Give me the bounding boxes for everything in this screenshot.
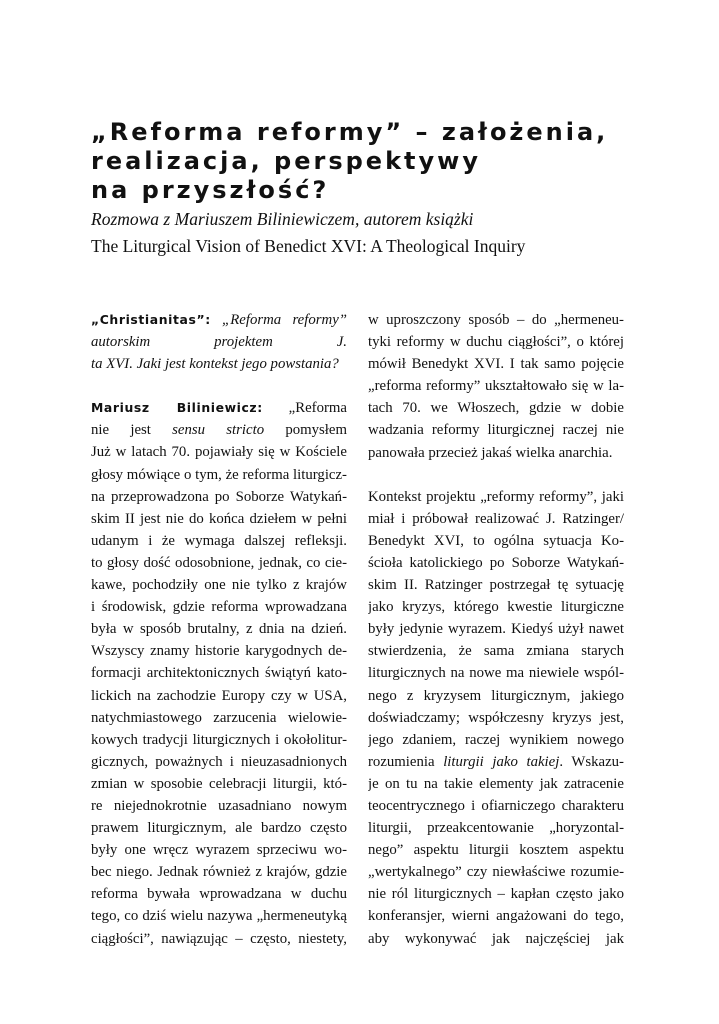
paragraph-line: jako kryzys, którego kwestie liturgiczne — [368, 599, 624, 616]
paragraph-line: panowała przecież jakaś wielka anarchia. — [368, 444, 613, 461]
answer-line: to głosy dość odosobnione, jednak, co cie- — [91, 554, 347, 571]
paragraph-line: Benedykt XVI, to ogólna sytuacja Ko- — [368, 532, 624, 549]
paragraph-line: były jedynie wyrazem. Kiedyś użył nawet — [368, 621, 624, 638]
answer-label: Mariusz Biliniewicz: — [91, 400, 263, 416]
answer-line: i środowisk, gdzie reforma wprowadzana — [91, 599, 347, 616]
right-column — [368, 309, 624, 950]
paragraph-line: nego z kryzysem liturgicznym, jakiego — [368, 687, 624, 704]
article-title-line: na przyszłość? — [91, 176, 330, 204]
question-label: „Christianitas”: — [91, 312, 211, 327]
answer-line: zmian w sposobie celebracji liturgii, któ- — [91, 775, 347, 792]
paragraph-line: ścioła katolickiego po Soborze Watykań- — [368, 554, 624, 571]
paragraph-line: tach 70. we Włoszech, gdzie w dobie — [368, 400, 624, 417]
answer-line: Wszyscy znamy historie karygodnych de- — [91, 643, 347, 660]
answer-line: głosy mówiące o tym, że reforma liturgicz- — [91, 466, 347, 483]
paragraph-line: jego zdaniem, raczej wynikiem nowego — [368, 731, 624, 748]
answer-line: re niejednokrotnie uzasadniano nowym — [91, 797, 347, 814]
paragraph-line: liturgicznych na nowe ma niewiele wspól- — [368, 665, 624, 682]
paragraph-line: konferansjer, wierni angażowani do tego, — [368, 908, 624, 925]
answer-line: prawem liturgicznym, ale bardzo często — [91, 820, 347, 837]
answer-line: gicznych, poważnych i nieuzasadnionych — [91, 753, 347, 770]
article-title-line: realizacja, perspektywy — [91, 147, 481, 175]
paragraph-line: liturgii, przeakcentowanie „horyzontal- — [368, 820, 624, 837]
answer-line: kawe, pochodziły one nie tylko z krajów — [91, 577, 347, 594]
answer-line: reforma bywała wprowadzana w duchu — [91, 886, 347, 903]
paragraph-line: Kontekst projektu „reformy reformy”, jaki — [368, 488, 624, 505]
paragraph-line: tyki reformy w duchu ciągłości”, o której — [368, 334, 624, 351]
question-line: autorskim projektem J. — [91, 334, 347, 351]
answer-line: natychmiastowego zarzucenia wielowie- — [91, 709, 347, 726]
paragraph-line: wadzania reformy liturgicznej raczej nie — [368, 422, 624, 439]
article-title-line: „Reforma reformy” – założenia, — [91, 118, 609, 146]
answer-line: skim II jest nie do końca dziełem w pełni — [91, 510, 347, 527]
question-line: „Christianitas”: „Reforma reformy” — [91, 312, 347, 328]
question-line: ta XVI. Jaki jest kontekst jego powstania? — [91, 356, 339, 373]
answer-line: udanym i że wymaga dalszej refleksji. — [91, 532, 347, 549]
book-title: The Liturgical Vision of Benedict XVI: A Theological Inquiry — [91, 236, 526, 256]
paragraph-line: nego” aspektu liturgii kosztem aspektu — [368, 842, 624, 859]
answer-line: formacji architektonicznych świątyń kato- — [91, 665, 347, 682]
paragraph-line: stwierdzenia, że sama zmiana starych — [368, 643, 624, 660]
paragraph-line: doświadczamy; współczesny kryzys jest, — [368, 709, 624, 726]
paragraph-line: miał i próbował realizować J. Ratzinger/ — [368, 510, 624, 527]
left-column — [91, 309, 347, 950]
answer-line: ciągłości”, nawiązując – często, niestety, — [91, 930, 347, 947]
paragraph-line: skim II. Ratzinger postrzegał tę sytuację — [368, 577, 624, 594]
paragraph-line: je on tu na takie elementy jak zatracenie — [368, 775, 624, 792]
paragraph-line: mówił Benedykt XVI. I tak samo pojęcie — [368, 356, 624, 373]
paragraph-line: „reforma reformy” ukształtowało się w la- — [368, 378, 624, 395]
answer-line: Już w latach 70. pojawiały się w Kościele — [91, 444, 347, 461]
answer-line: na przeprowadzona po Soborze Watykań- — [91, 488, 347, 505]
answer-line: nie jest sensu stricto pomysłem — [91, 422, 347, 439]
paragraph-line: aby wykonywać jak najczęściej jak — [368, 930, 624, 947]
paragraph-line: rozumienia liturgii jako takiej. Wskazu- — [368, 753, 624, 770]
paragraph-line: w uproszczony sposób – do „hermeneu- — [368, 312, 624, 328]
answer-line: bec niego. Jednak również z krajów, gdzie — [91, 864, 347, 881]
answer-line: tego, co dziś wielu nazywa „hermeneutyką — [91, 908, 347, 925]
article-subtitle: Rozmowa z Mariuszem Biliniewiczem, autorem książki — [91, 209, 474, 229]
answer-line: kowych tradycji liturgicznych i okołolitur- — [91, 731, 347, 748]
article-header — [91, 118, 651, 259]
paragraph-line: nie ról liturgicznych – kapłan często jako — [368, 886, 624, 903]
answer-line: lickich na zachodzie Europy czy w USA, — [91, 687, 347, 704]
paragraph-line: teocentrycznego i ofiarniczego charakteru — [368, 797, 624, 814]
answer-line: była w sposób brutalny, z dnia na dzień. — [91, 621, 347, 638]
answer-line: były one wręcz wyrazem sprzeciwu wo- — [91, 842, 347, 859]
answer-line: Mariusz Biliniewicz: „Reforma — [91, 400, 347, 417]
paragraph-line: „wertykalnego” czy niewłaściwe rozumie- — [368, 864, 624, 881]
